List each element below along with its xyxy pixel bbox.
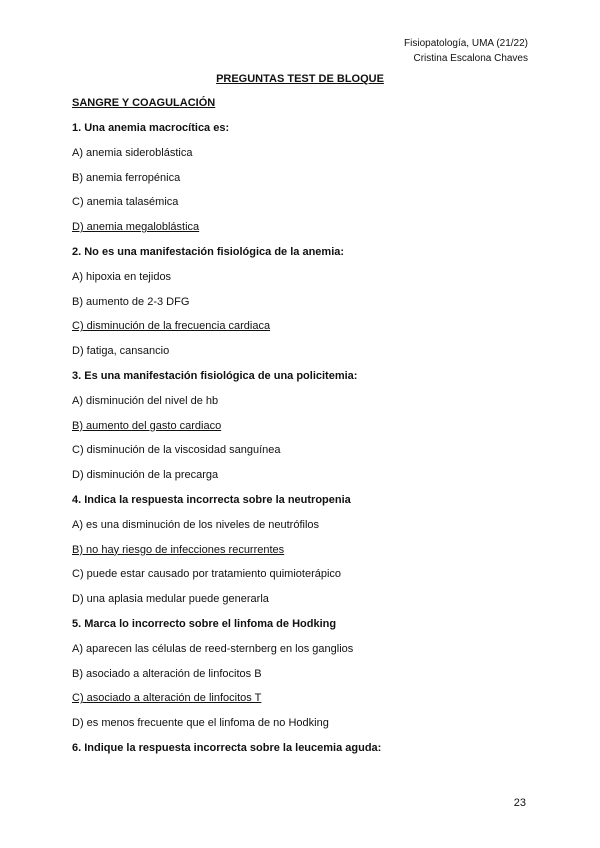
page-header xyxy=(404,36,528,66)
answer-option-correct xyxy=(72,418,532,443)
answer-option-text: D) fatiga, cansancio xyxy=(72,345,170,358)
question-block xyxy=(72,120,532,244)
answer-option xyxy=(72,517,532,542)
answer-option xyxy=(72,294,532,319)
answer-option xyxy=(72,666,532,691)
question-block xyxy=(72,368,532,492)
question-block xyxy=(72,740,532,765)
answer-option-text: A) aparecen las células de reed-sternberg en los ganglios xyxy=(72,642,354,655)
answer-option xyxy=(72,566,532,591)
answer-option xyxy=(72,715,532,740)
answer-option-text: B) aumento del gasto cardiaco xyxy=(72,419,222,432)
answer-option xyxy=(72,442,532,467)
answer-option-text: D) disminución de la precarga xyxy=(72,469,219,482)
answer-option-text: A) es una disminución de los niveles de neutrófilos xyxy=(72,518,320,531)
question-text: 5. Marca lo incorrecto sobre el linfoma de Hodking xyxy=(72,617,337,630)
page-number: 23 xyxy=(513,797,526,809)
answer-option-text: D) anemia megaloblástica xyxy=(72,221,200,234)
answer-option-text: C) puede estar causado por tratamiento quimioterápico xyxy=(72,568,342,581)
document-title xyxy=(0,73,600,85)
answer-option-text: C) disminución de la viscosidad sanguínea xyxy=(72,444,281,457)
answer-option xyxy=(72,591,532,616)
answer-option xyxy=(72,170,532,195)
answer-option-text: B) aumento de 2-3 DFG xyxy=(72,295,190,308)
answer-option xyxy=(72,145,532,170)
answer-option-correct xyxy=(72,318,532,343)
answer-option-text: A) disminución del nivel de hb xyxy=(72,394,219,407)
answer-option xyxy=(72,343,532,368)
answer-option-correct xyxy=(72,690,532,715)
answer-option-text: C) anemia talasémica xyxy=(72,196,179,209)
answer-option xyxy=(72,393,532,418)
question-block xyxy=(72,244,532,368)
question-block xyxy=(72,616,532,740)
question-text: 3. Es una manifestación fisiológica de una policitemia: xyxy=(72,369,358,382)
header-author: Cristina Escalona Chaves xyxy=(413,53,528,64)
section-title: SANGRE Y COAGULACIÓN xyxy=(72,97,216,109)
question-text: 1. Una anemia macrocítica es: xyxy=(72,122,230,134)
answer-option-text: B) no hay riesgo de infecciones recurrentes xyxy=(72,543,285,556)
answer-option-text: A) anemia sideroblástica xyxy=(72,146,193,159)
question-text: 4. Indica la respuesta incorrecta sobre la neutropenia xyxy=(72,493,351,506)
answer-option-correct xyxy=(72,219,532,244)
answer-option-text: B) asociado a alteración de linfocitos B xyxy=(72,667,262,680)
question-block xyxy=(72,492,532,616)
header-course: Fisiopatología, UMA (21/22) xyxy=(404,38,528,49)
answer-option-text: C) disminución de la frecuencia cardiaca xyxy=(72,320,271,333)
answer-option xyxy=(72,269,532,294)
answer-option-text: D) es menos frecuente que el linfoma de no Hodking xyxy=(72,717,329,730)
answer-option-text: D) una aplasia medular puede generarla xyxy=(72,593,269,606)
answer-option-correct xyxy=(72,542,532,567)
answer-option xyxy=(72,467,532,492)
question-text: 2. No es una manifestación fisiológica de la anemia: xyxy=(72,245,345,258)
answer-option xyxy=(72,641,532,666)
answer-option-text: B) anemia ferropénica xyxy=(72,171,181,184)
question-list xyxy=(72,120,532,765)
answer-option xyxy=(72,194,532,219)
answer-option-text: A) hipoxia en tejidos xyxy=(72,270,172,283)
answer-option-text: C) asociado a alteración de linfocitos T xyxy=(72,692,262,705)
document-title-text: PREGUNTAS TEST DE BLOQUE xyxy=(216,73,384,85)
question-text: 6. Indique la respuesta incorrecta sobre la leucemia aguda: xyxy=(72,741,382,754)
